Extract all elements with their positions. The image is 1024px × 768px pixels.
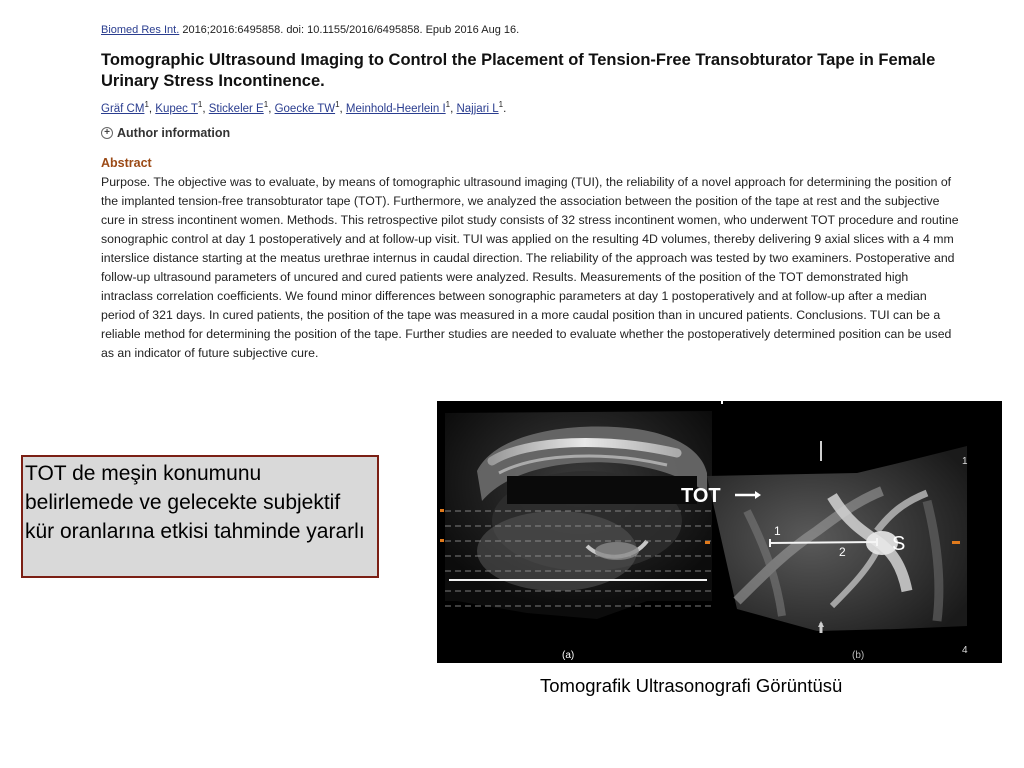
author-link[interactable]: Goecke TW — [274, 102, 336, 115]
author-link[interactable]: Najjari L — [456, 102, 499, 115]
author-separator: , — [339, 102, 346, 115]
author-separator: , — [268, 102, 275, 115]
author-affiliation: 1 — [197, 100, 203, 109]
author-affiliation: 1 — [335, 100, 340, 109]
plus-circle-icon[interactable]: + — [101, 127, 113, 139]
journal-link[interactable]: Biomed Res Int. — [101, 24, 180, 36]
author-separator: , — [148, 102, 156, 115]
citation-details: 2016;2016:6495858. doi: 10.1155/2016/6495858. Epub 2016 Aug 16. — [182, 24, 520, 36]
author-affiliation: 1 — [144, 100, 149, 109]
label-s: S — [892, 533, 906, 555]
author-affiliation: 1 — [263, 100, 269, 109]
abstract-text: Purpose. The objective was to evaluate, by means of tomographic ultrasound imaging (TUI), the reliability of a novel approach for determining the position of the implanted tension-free transobturator tape (TOT). Furthermore, we analyzed the association between the position of the tape at rest and the subjective cure in stress incontinent women. Methods. This retrospective pilot study consists of 32 stress incontinent women, who underwent TOT procedure and routine sonographic control at day 1 postoperatively and at follow-up visit. TUI was applied on the resulting 4D volumes, thereby delivering 9 axial slices with a 4 mm interslice distance starting at the meatus urethrae internus in caudal direction. The reliability of the approach was tested by two examiners. Postoperative and follow-up ultrasound parameters of uncured and cured patients were analyzed. Results. Measurements of the position of the TOT demonstrated high intraclass correlation coefficients. We found minor differences between sonographic parameters at day 1 postoperatively and at follow-up after a median period of 321 days. In cured patients, the position of the tape was measured in a more caudal position than in uncured patients. Conclusions. TUI can be a reliable method for determining the position of the tape. Further studies are needed to evaluate whether the postoperatively determined position can be used as an indicator of future subjective cure. — [101, 175, 959, 360]
abstract-heading: Abstract — [101, 156, 152, 170]
author-information-toggle[interactable] — [101, 126, 230, 140]
callout-box: TOT de meşin konumunu belirlemede ve gelecekte subjektif kür oranlarına etkisi tahminde yararlı — [21, 455, 379, 578]
label-tot: TOT — [681, 485, 721, 507]
author-separator: . — [503, 102, 507, 115]
author-separator: , — [450, 102, 457, 115]
author-link[interactable]: Stickeler E — [208, 102, 264, 115]
corner-label-bottom: 4 — [962, 645, 968, 656]
author-separator: , — [202, 102, 209, 115]
panel-a-label: (a) — [562, 650, 575, 661]
article-title: Tomographic Ultrasound Imaging to Control the Placement of Tension-Free Transobturator Tape in Female Urinary Stress Incontinence. — [101, 51, 936, 90]
corner-label-top: 1 — [962, 456, 968, 467]
author-information-label: Author information — [117, 126, 231, 140]
panel-a-scan — [440, 411, 712, 619]
marker-1: 1 — [774, 524, 781, 538]
author-link[interactable]: Kupec T — [155, 102, 198, 115]
image-caption: Tomografik Ultrasonografi Görüntüsü — [540, 675, 843, 696]
citation-line — [101, 24, 961, 36]
author-list — [101, 100, 961, 115]
author-affiliation: 1 — [445, 100, 451, 109]
author-link[interactable]: Meinhold-Heerlein I — [345, 102, 446, 115]
panel-b-label: (b) — [852, 650, 865, 661]
marker-2: 2 — [839, 545, 846, 559]
author-affiliation: 1 — [498, 100, 504, 109]
author-link[interactable]: Gräf CM — [101, 102, 145, 115]
ultrasound-image — [437, 401, 1002, 663]
